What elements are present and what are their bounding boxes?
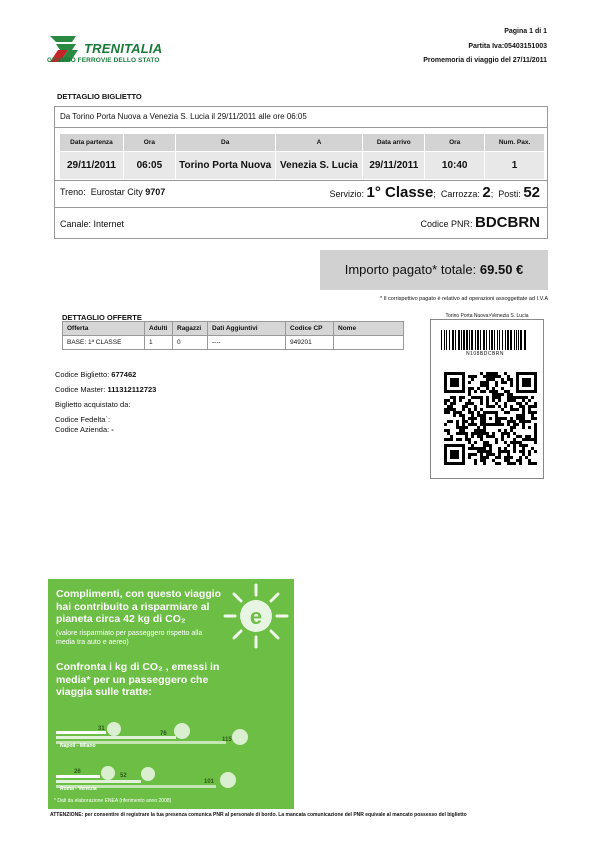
vat-note: * Il corrispettivo pagato è relativo ad operazioni assoggettate ad I.V.A [380, 296, 548, 302]
col-to: A [275, 134, 363, 152]
master-code-value: 111312112723 [107, 385, 157, 394]
arrival-time: 10:40 [425, 152, 485, 180]
route2-value-car: 52 [120, 773, 127, 779]
company-code [55, 425, 114, 434]
ticket-route: Da Torino Porta Nuova a Venezia S. Lucia il 29/11/2011 alle ore 06:05 [54, 106, 548, 128]
svg-text:e: e [249, 604, 263, 629]
travel-reminder: Promemoria di viaggio del 27/11/2011 [423, 57, 547, 64]
cp-code-header: Codice CP [286, 322, 334, 336]
barcode-route: Torino Porta Nuova>Venezia S. Lucia [445, 313, 529, 319]
col-from: Da [175, 134, 275, 152]
route2-label: Roma - Venezia [60, 786, 97, 792]
brand-subtitle: GRUPPO FERROVIE DELLO STATO [47, 57, 160, 64]
route2-value-train: 26 [74, 769, 81, 775]
ticket-code-label: Codice Biglietto: [55, 370, 110, 379]
cp-code-cell: 949201 [286, 336, 334, 350]
seats-label: Posti: [498, 189, 521, 199]
offers-table [62, 321, 404, 350]
divider [54, 180, 548, 181]
departure-time: 06:05 [123, 152, 175, 180]
departure-date: 29/11/2011 [60, 152, 124, 180]
total-paid-box [320, 250, 548, 290]
from-station: Torino Porta Nuova [175, 152, 275, 180]
seat-number: 52 [523, 184, 540, 201]
col-passengers: Num. Pax. [485, 134, 545, 152]
col-arrival-date: Data arrivo [363, 134, 425, 152]
ticket-section-title: DETTAGLIO BIGLIETTO [57, 92, 142, 101]
adults-header: Adulti [145, 322, 173, 336]
promo-headline-2: Confronta i kg di CO₂ , emessi in media* per un passeggero che viaggia sulle tratte: [56, 661, 220, 698]
route1-value-train: 31 [98, 726, 105, 732]
promo-footnote: * Dati da elaborazione ENEA (riferimento anno 2008) [54, 798, 172, 804]
to-station: Venezia S. Lucia [275, 152, 363, 180]
train-info [60, 187, 165, 197]
col-departure-time: Ora [123, 134, 175, 152]
page-number: Pagina 1 di 1 [504, 28, 547, 35]
children-header: Ragazzi [173, 322, 208, 336]
pnr-label: Codice PNR: [420, 219, 473, 229]
train-name: Eurostar City [90, 187, 143, 197]
company-code-value: - [111, 425, 114, 434]
route1-label: Napoli - Milano [60, 743, 96, 749]
col-departure-date: Data partenza [60, 134, 124, 152]
coach-number: 2 [482, 184, 491, 201]
train-number: 9707 [145, 187, 166, 197]
service-info: Servizio: 1° Classe; Carrozza: 2; Posti: 52 [329, 184, 540, 201]
loyalty-code-label: Codice Fedelta`: [55, 415, 111, 424]
sales-channel: Canale: Internet [60, 219, 125, 229]
promo-headline: Complimenti, con questo viaggio hai contribuito a risparmiare al pianeta circa 42 kg di CO₂ [56, 588, 222, 625]
passenger-count: 1 [485, 152, 545, 180]
offer-cell: BASE: 1ª CLASSE [63, 336, 145, 350]
route1-value-plane: 115 [222, 737, 232, 743]
extra-data-header: Dati Aggiuntivi [208, 322, 286, 336]
name-header: Nome [334, 322, 404, 336]
ticket-code [55, 370, 136, 379]
co2-promo-panel [48, 579, 294, 809]
brand-name: TRENITALIA [84, 41, 163, 56]
route1-value-car: 76 [160, 731, 167, 737]
master-code [55, 385, 156, 394]
journey-table [59, 133, 545, 180]
purchased-by: Biglietto acquistato da: [55, 400, 131, 409]
service-label: Servizio: [329, 189, 364, 199]
footer-notice: ATTENZIONE: per consentire di registrare la tua presenza comunica PNR al personale di bordo. La mancata comunicazione del PNR equivale al mancato possesso del biglietto [50, 812, 467, 818]
adults-cell: 1 [145, 336, 173, 350]
divider [54, 207, 548, 208]
promo-subtext: (valore risparmiato per passeggero rispetto alla media tra auto e aereo) [56, 630, 203, 646]
col-arrival-time: Ora [425, 134, 485, 152]
barcode-number: N108BDCBRN [465, 351, 505, 357]
offers-title: DETTAGLIO OFFERTE [62, 313, 142, 322]
service-class: 1° Classe [366, 184, 434, 201]
qr-code-icon [444, 372, 537, 465]
name-cell [334, 336, 404, 350]
table-row [63, 336, 404, 350]
pnr-value: BDCBRN [475, 214, 540, 231]
children-cell: 0 [173, 336, 208, 350]
vat-number: Partita Iva:05403151003 [468, 43, 547, 50]
pnr-code [420, 214, 540, 231]
train-label: Treno: [60, 187, 86, 197]
route2-value-plane: 101 [204, 779, 215, 785]
ticket-code-value: 677462 [111, 370, 137, 379]
company-code-label: Codice Azienda: [55, 425, 110, 434]
master-code-label: Codice Master: [55, 385, 106, 394]
coach-label: Carrozza: [440, 189, 480, 199]
arrival-date: 29/11/2011 [363, 152, 425, 180]
barcode-icon [441, 330, 529, 350]
offer-header: Offerta [63, 322, 145, 336]
total-paid-amount: 69.50 € [479, 262, 524, 277]
extra-data-cell: ---- [208, 336, 286, 350]
total-paid-label: Importo pagato* totale: [344, 262, 477, 277]
